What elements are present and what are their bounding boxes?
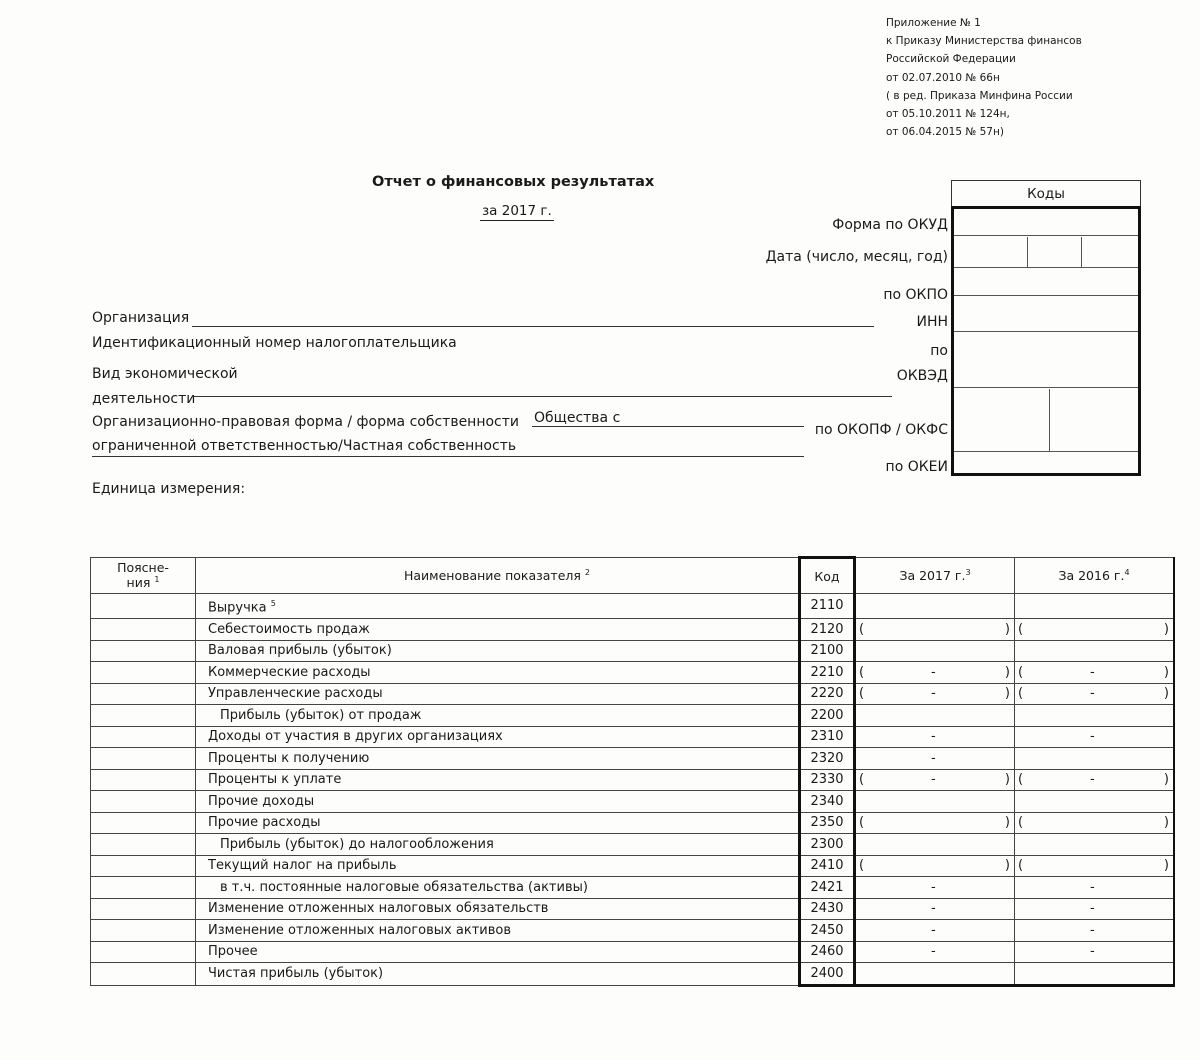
appendix-line: от 06.04.2015 № 57н)	[886, 126, 1004, 139]
legal-form-field	[532, 426, 804, 427]
row-name: Изменение отложенных налоговых активов	[208, 922, 511, 938]
value-2016-cell	[1015, 640, 1175, 662]
row-name: Проценты к получению	[208, 750, 370, 766]
value-text: -	[1090, 901, 1095, 917]
paren-close: )	[1163, 686, 1169, 702]
codes-header: Коды	[951, 180, 1141, 207]
row-name-cell	[196, 619, 800, 641]
table-header-row	[91, 558, 1175, 594]
value-text: -	[1090, 729, 1095, 745]
codes-divider	[954, 267, 1138, 268]
paren-open: (	[1018, 858, 1024, 874]
row-name-cell	[196, 726, 800, 748]
row-note-cell	[91, 683, 196, 705]
paren-open: (	[859, 686, 865, 702]
activity-field	[192, 396, 892, 397]
row-name-cell	[196, 941, 800, 963]
row-note-cell	[91, 705, 196, 727]
value-2016-cell	[1015, 594, 1175, 619]
paren-close: )	[1004, 686, 1010, 702]
row-code: 2310	[800, 726, 855, 748]
row-note-cell	[91, 941, 196, 963]
value-text: -	[1090, 772, 1095, 788]
codes-divider	[954, 295, 1138, 296]
row-name: Чистая прибыль (убыток)	[208, 966, 384, 982]
row-name: Коммерческие расходы	[208, 664, 371, 680]
row-name-cell	[196, 640, 800, 662]
table-row	[91, 898, 1175, 920]
appendix-line: от 02.07.2010 № 66н	[886, 71, 1000, 84]
row-code: 2330	[800, 769, 855, 791]
row-note-cell	[91, 963, 196, 986]
row-code: 2410	[800, 855, 855, 877]
row-name: Прочие расходы	[208, 815, 321, 831]
codes-divider	[954, 451, 1138, 452]
value-2017-cell	[855, 705, 1015, 727]
row-name: Прибыль (убыток) до налогообложения	[220, 836, 494, 852]
value-2017-cell	[855, 791, 1015, 813]
row-code: 2430	[800, 898, 855, 920]
value-2017-cell	[855, 812, 1015, 834]
paren-close: )	[1004, 815, 1010, 831]
table-body	[91, 594, 1175, 986]
appendix-reference	[886, 14, 1082, 141]
value-text: -	[931, 686, 936, 702]
value-text: -	[931, 729, 936, 745]
row-code: 2421	[800, 877, 855, 899]
activity-label: Вид экономической	[92, 366, 238, 382]
value-2017-cell	[855, 898, 1015, 920]
row-name: Валовая прибыль (убыток)	[208, 643, 392, 659]
activity-label: деятельности	[92, 391, 196, 407]
row-name: Доходы от участия в других организациях	[208, 729, 503, 745]
organization-field	[192, 326, 874, 327]
row-code: 2450	[800, 920, 855, 942]
value-text: -	[931, 772, 936, 788]
paren-open: (	[859, 621, 865, 637]
row-note-cell	[91, 748, 196, 770]
okved-label: ОКВЭД	[896, 368, 948, 384]
row-note-cell	[91, 834, 196, 856]
table-row	[91, 662, 1175, 684]
okei-label: по ОКЕИ	[885, 459, 948, 475]
value-text: -	[1090, 664, 1095, 680]
table-row	[91, 594, 1175, 619]
row-code: 2200	[800, 705, 855, 727]
row-name-cell	[196, 769, 800, 791]
paren-close: )	[1163, 858, 1169, 874]
header-name-text: Наименование показателя	[403, 568, 581, 584]
paren-close: )	[1004, 858, 1010, 874]
value-2016-cell	[1015, 748, 1175, 770]
row-name-cell	[196, 594, 800, 619]
table-row	[91, 941, 1175, 963]
row-note-cell	[91, 855, 196, 877]
row-code: 2210	[800, 662, 855, 684]
row-name-cell	[196, 748, 800, 770]
row-name: Прочие доходы	[208, 793, 315, 809]
table-row	[91, 963, 1175, 986]
row-name-cell	[196, 791, 800, 813]
value-2016-cell	[1015, 898, 1175, 920]
paren-open: (	[859, 664, 865, 680]
header-note-text: ния	[126, 575, 151, 591]
value-2017-cell	[855, 619, 1015, 641]
row-code: 2320	[800, 748, 855, 770]
value-text: -	[931, 664, 936, 680]
appendix-line: от 05.10.2011 № 124н,	[886, 108, 1010, 121]
row-name-cell	[196, 834, 800, 856]
table-row	[91, 791, 1175, 813]
okud-label: Форма по ОКУД	[832, 217, 948, 233]
appendix-line: к Приказу Министерства финансов	[886, 35, 1082, 48]
row-note-cell	[91, 877, 196, 899]
row-name: Прочее	[208, 944, 258, 960]
paren-open: (	[1018, 815, 1024, 831]
legal-form-field	[92, 456, 804, 457]
value-2016-cell	[1015, 662, 1175, 684]
value-2017-cell	[855, 683, 1015, 705]
value-2016-cell	[1015, 726, 1175, 748]
value-2017-cell	[855, 855, 1015, 877]
table-row	[91, 834, 1175, 856]
table-row	[91, 683, 1175, 705]
paren-open: (	[859, 858, 865, 874]
table-row	[91, 705, 1175, 727]
row-name-cell	[196, 683, 800, 705]
row-name-cell	[196, 920, 800, 942]
table-row	[91, 812, 1175, 834]
row-name-cell	[196, 898, 800, 920]
okved-label: по	[930, 343, 948, 359]
table-row	[91, 619, 1175, 641]
row-name-cell	[196, 662, 800, 684]
row-name-cell	[196, 855, 800, 877]
value-text: -	[1090, 686, 1095, 702]
table-row	[91, 640, 1175, 662]
row-name: Управленческие расходы	[208, 686, 383, 702]
row-note-cell	[91, 769, 196, 791]
paren-open: (	[1018, 664, 1024, 680]
value-2016-cell	[1015, 791, 1175, 813]
value-text: -	[1090, 922, 1095, 938]
row-code: 2110	[800, 594, 855, 619]
value-2016-cell	[1015, 963, 1175, 986]
value-2016-cell	[1015, 834, 1175, 856]
row-code: 2350	[800, 812, 855, 834]
value-2017-cell	[855, 748, 1015, 770]
value-2017-cell	[855, 594, 1015, 619]
legal-form-value: ограниченной ответственностью/Частная собственность	[92, 438, 517, 454]
row-code: 2120	[800, 619, 855, 641]
value-2016-cell	[1015, 941, 1175, 963]
inn-label: Идентификационный номер налогоплательщика	[92, 335, 457, 351]
appendix-line: Приложение № 1	[886, 17, 981, 29]
inn-code-label: ИНН	[916, 314, 948, 330]
row-name: Проценты к уплате	[208, 772, 342, 788]
report-title: Отчет о финансовых результатах	[372, 174, 655, 190]
value-2017-cell	[855, 941, 1015, 963]
legal-form-label: Организационно-правовая форма / форма собственности	[92, 414, 519, 430]
value-2017-cell	[855, 662, 1015, 684]
paren-close: )	[1004, 621, 1010, 637]
row-code: 2100	[800, 640, 855, 662]
row-code: 2340	[800, 791, 855, 813]
header-year-text: За 2016 г.	[1058, 568, 1125, 584]
paren-close: )	[1163, 621, 1169, 637]
appendix-line: Российской Федерации	[886, 53, 1016, 66]
codes-divider	[954, 387, 1138, 388]
row-note-cell	[91, 594, 196, 619]
table-row	[91, 726, 1175, 748]
report-period: за 2017 г.	[482, 203, 552, 219]
row-code: 2300	[800, 834, 855, 856]
row-name: Выручка	[208, 600, 267, 616]
unit-label: Единица измерения:	[92, 481, 246, 497]
codes-divider	[954, 235, 1138, 236]
codes-divider	[1081, 237, 1082, 267]
financial-results-table	[90, 556, 1175, 987]
table-row	[91, 855, 1175, 877]
value-2016-cell	[1015, 920, 1175, 942]
row-code: 2220	[800, 683, 855, 705]
codes-divider	[1049, 389, 1050, 451]
header-code: Код	[800, 558, 855, 594]
value-text: -	[931, 879, 936, 895]
value-2017-cell	[855, 963, 1015, 986]
table-row	[91, 748, 1175, 770]
paren-open: (	[1018, 772, 1024, 788]
okpo-label: по ОКПО	[883, 287, 948, 303]
value-2017-cell	[855, 834, 1015, 856]
row-note-cell	[91, 791, 196, 813]
value-text: -	[931, 922, 936, 938]
header-note-text: Поясне-	[117, 560, 169, 576]
okopf-label: по ОКОПФ / ОКФС	[814, 422, 948, 438]
row-name: Себестоимость продаж	[208, 621, 370, 637]
row-note-cell	[91, 619, 196, 641]
row-name-sup: 5	[270, 599, 276, 608]
row-note-cell	[91, 662, 196, 684]
row-name-cell	[196, 705, 800, 727]
value-2017-cell	[855, 726, 1015, 748]
value-2016-cell	[1015, 683, 1175, 705]
value-text: -	[1090, 944, 1095, 960]
value-2017-cell	[855, 877, 1015, 899]
row-code: 2400	[800, 963, 855, 986]
row-note-cell	[91, 898, 196, 920]
table-row	[91, 877, 1175, 899]
header-year-2017	[855, 558, 1015, 594]
value-text: -	[1090, 879, 1095, 895]
paren-open: (	[1018, 621, 1024, 637]
row-name-cell	[196, 877, 800, 899]
legal-form-value: Общества с	[534, 410, 621, 426]
header-year-sup: 3	[965, 567, 971, 577]
paren-open: (	[859, 815, 865, 831]
row-code: 2460	[800, 941, 855, 963]
header-year-sup: 4	[1124, 567, 1130, 577]
value-2016-cell	[1015, 812, 1175, 834]
row-note-cell	[91, 726, 196, 748]
paren-close: )	[1163, 664, 1169, 680]
codes-divider	[1027, 237, 1028, 267]
row-note-cell	[91, 812, 196, 834]
value-2017-cell	[855, 769, 1015, 791]
row-note-cell	[91, 920, 196, 942]
header-note	[91, 558, 196, 594]
value-2017-cell	[855, 640, 1015, 662]
paren-open: (	[859, 772, 865, 788]
paren-open: (	[1018, 686, 1024, 702]
value-2016-cell	[1015, 855, 1175, 877]
paren-close: )	[1004, 664, 1010, 680]
value-text: -	[931, 901, 936, 917]
paren-close: )	[1163, 772, 1169, 788]
header-note-sup: 1	[154, 575, 160, 585]
row-note-cell	[91, 640, 196, 662]
table-row	[91, 920, 1175, 942]
value-2016-cell	[1015, 769, 1175, 791]
row-name-cell	[196, 812, 800, 834]
table-row	[91, 769, 1175, 791]
codes-divider	[954, 331, 1138, 332]
value-2016-cell	[1015, 619, 1175, 641]
date-label: Дата (число, месяц, год)	[765, 249, 948, 265]
value-text: -	[931, 750, 936, 766]
header-year-text: За 2017 г.	[899, 568, 966, 584]
value-2016-cell	[1015, 705, 1175, 727]
row-name: Текущий налог на прибыль	[208, 858, 397, 874]
value-text: -	[931, 944, 936, 960]
appendix-line: ( в ред. Приказа Минфина России	[886, 89, 1073, 102]
codes-box	[951, 206, 1141, 476]
header-year-2016	[1015, 558, 1175, 594]
paren-close: )	[1004, 772, 1010, 788]
header-name	[196, 558, 800, 594]
paren-close: )	[1163, 815, 1169, 831]
value-2016-cell	[1015, 877, 1175, 899]
row-name-cell	[196, 963, 800, 986]
row-name: Изменение отложенных налоговых обязательств	[208, 901, 549, 917]
header-name-sup: 2	[584, 567, 590, 577]
value-2017-cell	[855, 920, 1015, 942]
row-name: Прибыль (убыток) от продаж	[220, 707, 422, 723]
organization-label: Организация	[92, 310, 190, 326]
row-name: в т.ч. постоянные налоговые обязательства (активы)	[220, 879, 588, 895]
